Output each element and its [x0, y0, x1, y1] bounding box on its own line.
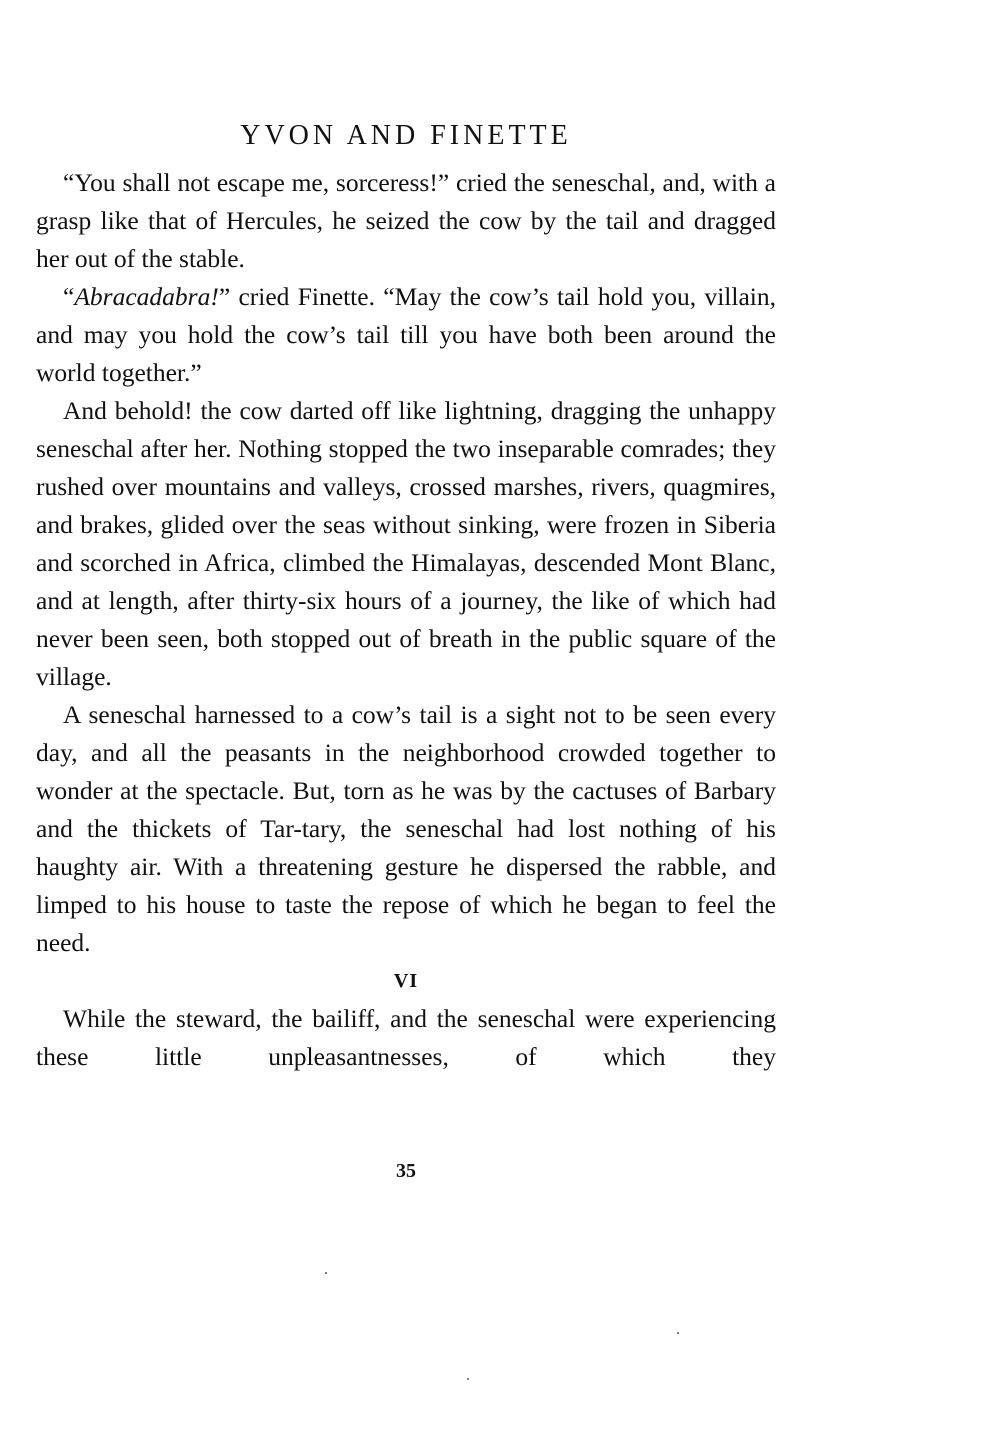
paragraph-seneschal-grasp: [36, 164, 776, 278]
scan-speck: [467, 1378, 469, 1380]
paragraph-abracadabra: [36, 278, 776, 392]
running-head-title: YVON AND FINETTE: [240, 120, 572, 151]
paragraph-text: ” cried Finette. “May the cow’s tail hold you, villain, and may you hold the cow’s tail till you have both been around the world together.”: [36, 282, 776, 387]
paragraph-section-start: [36, 1000, 776, 1076]
scan-speck: [325, 1272, 327, 1274]
paragraph-text: A seneschal harnessed to a cow’s tail is a sight not to be seen every day, and all the peasants in the neighborhood crowded together to wonder at the spectacle. But, torn as he was by the cactuses of Barbary and the thickets of Tar-tary, the seneschal had lost nothing of his haughty air. With a threatening gesture he dispersed the rabble, and limped to his house to taste the repose of which he began to feel the need.: [36, 700, 776, 957]
scan-speck: [677, 1332, 679, 1334]
page-body: [36, 164, 776, 1076]
page-number: 35: [396, 1160, 416, 1182]
paragraph-village-square: [36, 696, 776, 962]
section-number: VI: [393, 970, 419, 992]
paragraph-text: “You shall not escape me, sorceress!” cried the seneschal, and, with a grasp like that of Hercules, he seized the cow by the tail and dragged her out of the stable.: [36, 168, 776, 273]
paragraph-text: While the steward, the bailiff, and the seneschal were experiencing these little unpleasantnesses, of which they: [36, 1004, 776, 1071]
open-quote: “: [63, 282, 75, 311]
paragraph-text: And behold! the cow darted off like lightning, dragging the unhappy seneschal after her. Nothing stopped the two inseparable comrades; they rushed over mountains and valleys, crossed marshes, rivers, quagmires, and brakes, glided over the seas without sinking, were frozen in Siberia and scorched in Africa, climbed the Himalayas, descended Mont Blanc, and at length, after thirty-six hours of a journey, the like of which had never been seen, both stopped out of breath in the public square of the village.: [36, 396, 776, 691]
paragraph-cow-journey: [36, 392, 776, 696]
magic-word: Abracadabra!: [74, 282, 219, 311]
